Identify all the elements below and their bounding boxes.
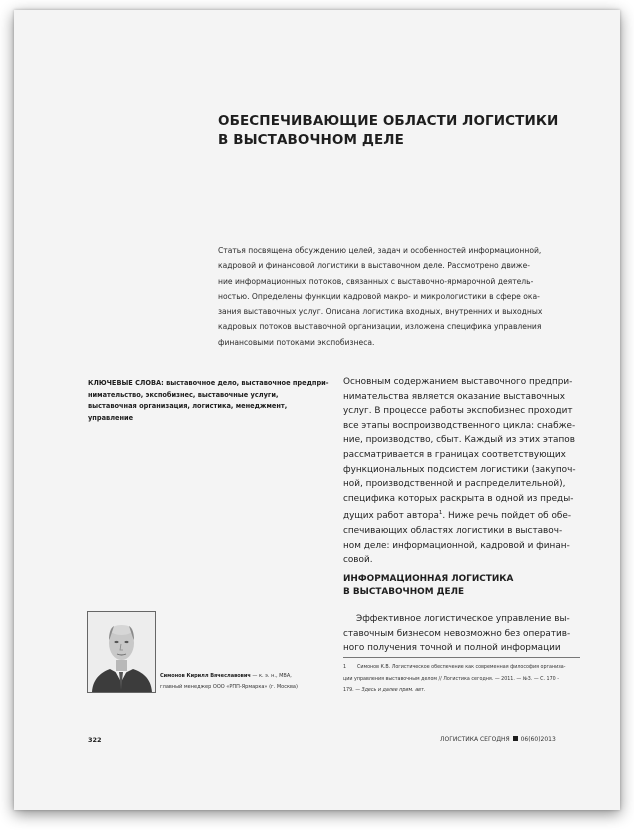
- footnote-divider: [343, 657, 580, 658]
- keywords-block: [88, 378, 329, 425]
- footnote-ref[interactable]: 1: [438, 510, 443, 517]
- section-heading-line: ИНФОРМАЦИОННАЯ ЛОГИСТИКА: [343, 574, 514, 584]
- author-portrait-image: [88, 612, 155, 692]
- footnote-note: Здесь и далее прим. авт.: [361, 688, 426, 693]
- body-line: услуг. В процессе работы экспобизнес проходит: [343, 406, 573, 417]
- keywords-line: КЛЮЧЕВЫЕ СЛОВА: выставочное дело, выставочное предпри-: [88, 379, 329, 387]
- body-line: [343, 506, 583, 524]
- author-info: [160, 671, 340, 693]
- abstract-line: финансовыми потоками экспобизнеса.: [218, 337, 375, 347]
- body-paragraph-section: [343, 612, 583, 656]
- article-abstract: [218, 243, 578, 350]
- abstract-line: ние информационных потоков, связанных с выставочно-ярмарочной деятель-: [218, 276, 534, 286]
- abstract-line: ностью. Определены функции кадровой макро- и микрологистики в сфере ока-: [218, 291, 540, 301]
- footnote-text: 179. —: [343, 688, 362, 693]
- body-line: все этапы воспроизводственного цикла: снабже-: [343, 420, 576, 431]
- keywords-line: управление: [88, 414, 134, 423]
- footnote-number: 1: [343, 665, 347, 670]
- running-footer: [440, 736, 580, 743]
- body-line-text: . Ниже речь пойдет об обе-: [442, 511, 572, 522]
- page-number: 322: [88, 736, 102, 744]
- body-paragraph-intro: [343, 375, 583, 568]
- body-line: ставочным бизнесом невозможно без оператив-: [343, 628, 571, 639]
- abstract-line: кадровых потоков выставочной организации, изложена специфика управления: [218, 322, 542, 332]
- footnote-line: [343, 685, 583, 697]
- keywords-line: выставочная организация, логистика, менеджмент,: [88, 402, 288, 411]
- body-line: ном деле: информационной, кадровой и финан-: [343, 540, 570, 551]
- keywords-line: нимательство, экспобизнес, выставочные услуги,: [88, 390, 279, 399]
- author-degree: — к. э. н., MBA,: [250, 673, 292, 679]
- footnote-text: Симонов К.В. Логистическое обеспечение как современная философия организа-: [357, 665, 566, 670]
- section-heading: [343, 573, 583, 599]
- author-photo: [87, 611, 156, 693]
- author-line: главный менеджер ООО «РПП-Ярмарка» (г. Москва): [160, 684, 298, 691]
- square-bullet-icon: [513, 736, 518, 741]
- section-heading-line: В ВЫСТАВОЧНОМ ДЕЛЕ: [343, 587, 465, 597]
- body-line: Эффективное логистическое управление вы-: [356, 614, 570, 624]
- author-line: [160, 671, 340, 682]
- issue-number: 06(60)2013: [520, 736, 556, 743]
- body-line: Основным содержанием выставочного предпри-: [343, 377, 573, 387]
- body-line: ного получения точной и полной информации: [343, 643, 561, 654]
- footnote-line: ции управления выставочным делом // Логистика сегодня. — 2011. — №3. — С. 170 -: [343, 676, 559, 682]
- journal-name: ЛОГИСТИКА СЕГОДНЯ: [440, 736, 510, 743]
- body-line: специфика которых раскрыта в одной из преды-: [343, 493, 574, 504]
- body-line: функциональных подсистем логистики (закупоч-: [343, 464, 576, 475]
- abstract-line: кадровой и финансовой логистики в выставочном деле. Рассмотрено движе-: [218, 261, 531, 271]
- body-line: ной, производственной и распределительной),: [343, 479, 566, 490]
- body-line-text: дущих работ автора: [343, 511, 439, 522]
- article-title: [218, 112, 578, 150]
- title-line-1: ОБЕСПЕЧИВАЮЩИЕ ОБЛАСТИ ЛОГИСТИКИ: [218, 113, 559, 129]
- author-name: Симонов Кирилл Вячеславович: [160, 673, 251, 679]
- body-line: рассматривается в границах соответствующих: [343, 449, 566, 460]
- body-line: нимательства является оказание выставочных: [343, 391, 565, 402]
- footnote-line: [343, 662, 583, 674]
- abstract-line: зания выставочных услуг. Описана логистика входных, внутренних и выходных: [218, 307, 543, 317]
- title-line-2: В ВЫСТАВОЧНОМ ДЕЛЕ: [218, 132, 404, 148]
- body-line: совой.: [343, 555, 373, 566]
- abstract-line: Статья посвящена обсуждению целей, задач и особенностей информационной,: [218, 246, 542, 255]
- footnote: [343, 662, 583, 697]
- body-line: ние, производство, сбыт. Каждый из этих этапов: [343, 435, 575, 446]
- body-line: спечивающих областях логистики в выставоч-: [343, 525, 563, 536]
